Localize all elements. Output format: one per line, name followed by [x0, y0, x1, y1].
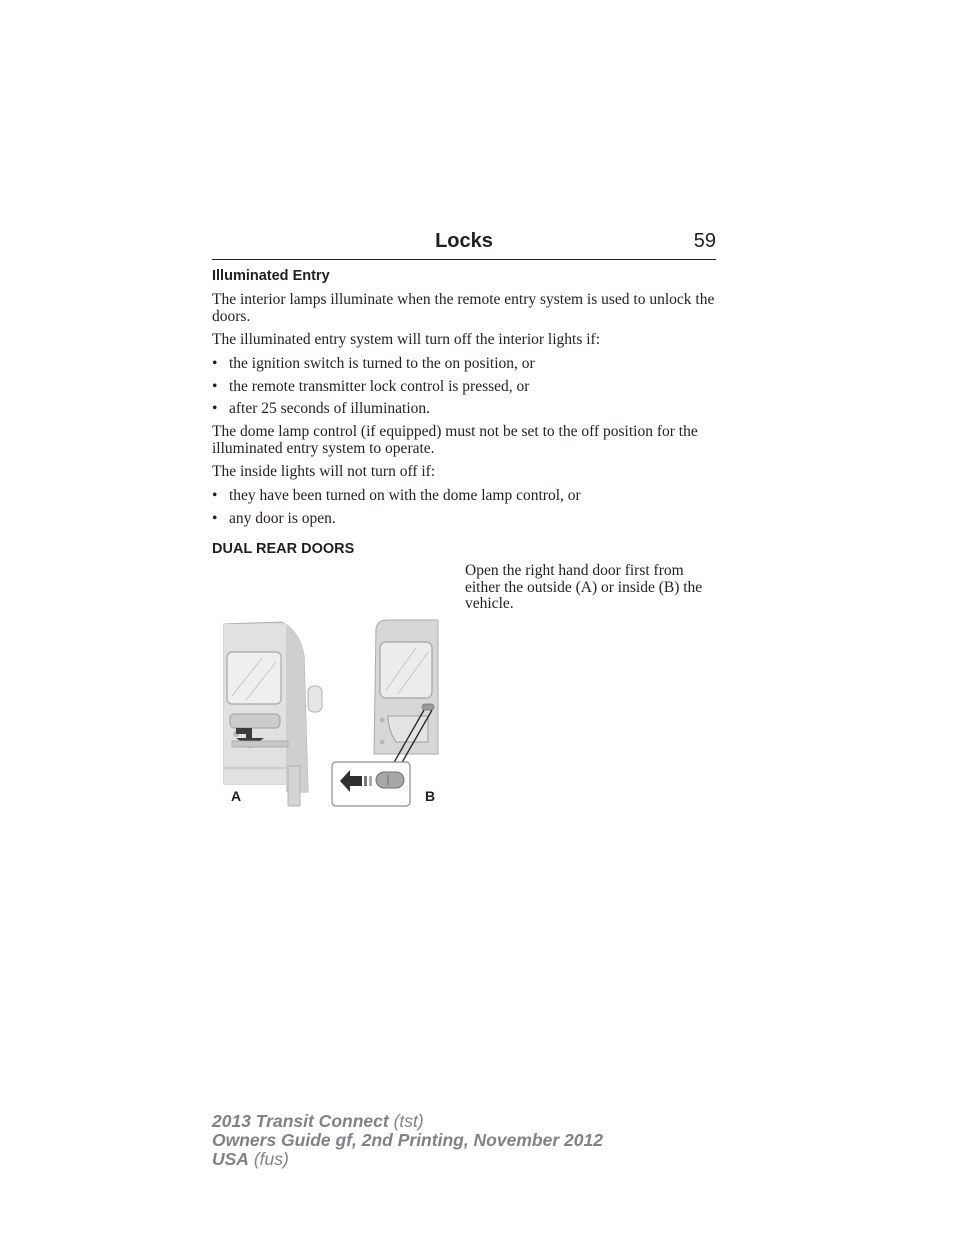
list-item-text: they have been turned on with the dome lamp control, or [229, 487, 581, 504]
figure-label-a: A [231, 788, 242, 804]
bullet-icon: • [212, 378, 218, 395]
footer-guide-info: Owners Guide gf, 2nd Printing, November 2012 [212, 1130, 603, 1150]
heading-illuminated-entry: Illuminated Entry [212, 268, 330, 284]
list-item-text: any door is open. [229, 510, 336, 527]
paragraph-dome-lamp: The dome lamp control (if equipped) must not be set to the off position for the illuminated entry system to operate. [212, 423, 698, 457]
rear-doors-illustration [212, 616, 444, 812]
heading-dual-rear-doors: DUAL REAR DOORS [212, 541, 355, 557]
paragraph-open-right-door: Open the right hand door first from either the outside (A) or inside (B) the vehicle. [465, 562, 703, 612]
footer-line-3 [212, 1150, 603, 1169]
bullet-icon: • [212, 487, 218, 504]
footer-model-code: (tst) [393, 1111, 424, 1131]
rear-doors-drawing [212, 616, 444, 812]
page-footer [212, 1112, 603, 1169]
footer-market: USA [212, 1149, 249, 1169]
paragraph-turn-off-conditions: The illuminated entry system will turn off the interior lights if: [212, 331, 601, 348]
list-item-text: after 25 seconds of illumination. [229, 400, 431, 417]
footer-model: 2013 Transit Connect [212, 1111, 389, 1131]
footer-line-1 [212, 1112, 603, 1131]
bullet-icon: • [212, 355, 218, 372]
outside-view-illustration [224, 622, 322, 806]
inside-view-illustration [332, 620, 438, 806]
paragraph-interior-lamps: The interior lamps illuminate when the remote entry system is used to unlock the doors. [212, 291, 715, 325]
figure-label-b: B [425, 788, 436, 804]
section-title: Locks [435, 230, 493, 252]
bullet-icon: • [212, 400, 218, 417]
footer-line-2 [212, 1131, 603, 1150]
page-number: 59 [693, 230, 716, 252]
list-item-text: the ignition switch is turned to the on position, or [229, 355, 535, 372]
bullet-icon: • [212, 510, 218, 527]
list-item-text: the remote transmitter lock control is pressed, or [229, 378, 530, 395]
footer-market-code: (fus) [253, 1149, 289, 1169]
paragraph-lights-stay-on: The inside lights will not turn off if: [212, 463, 436, 480]
page-header [212, 228, 716, 260]
